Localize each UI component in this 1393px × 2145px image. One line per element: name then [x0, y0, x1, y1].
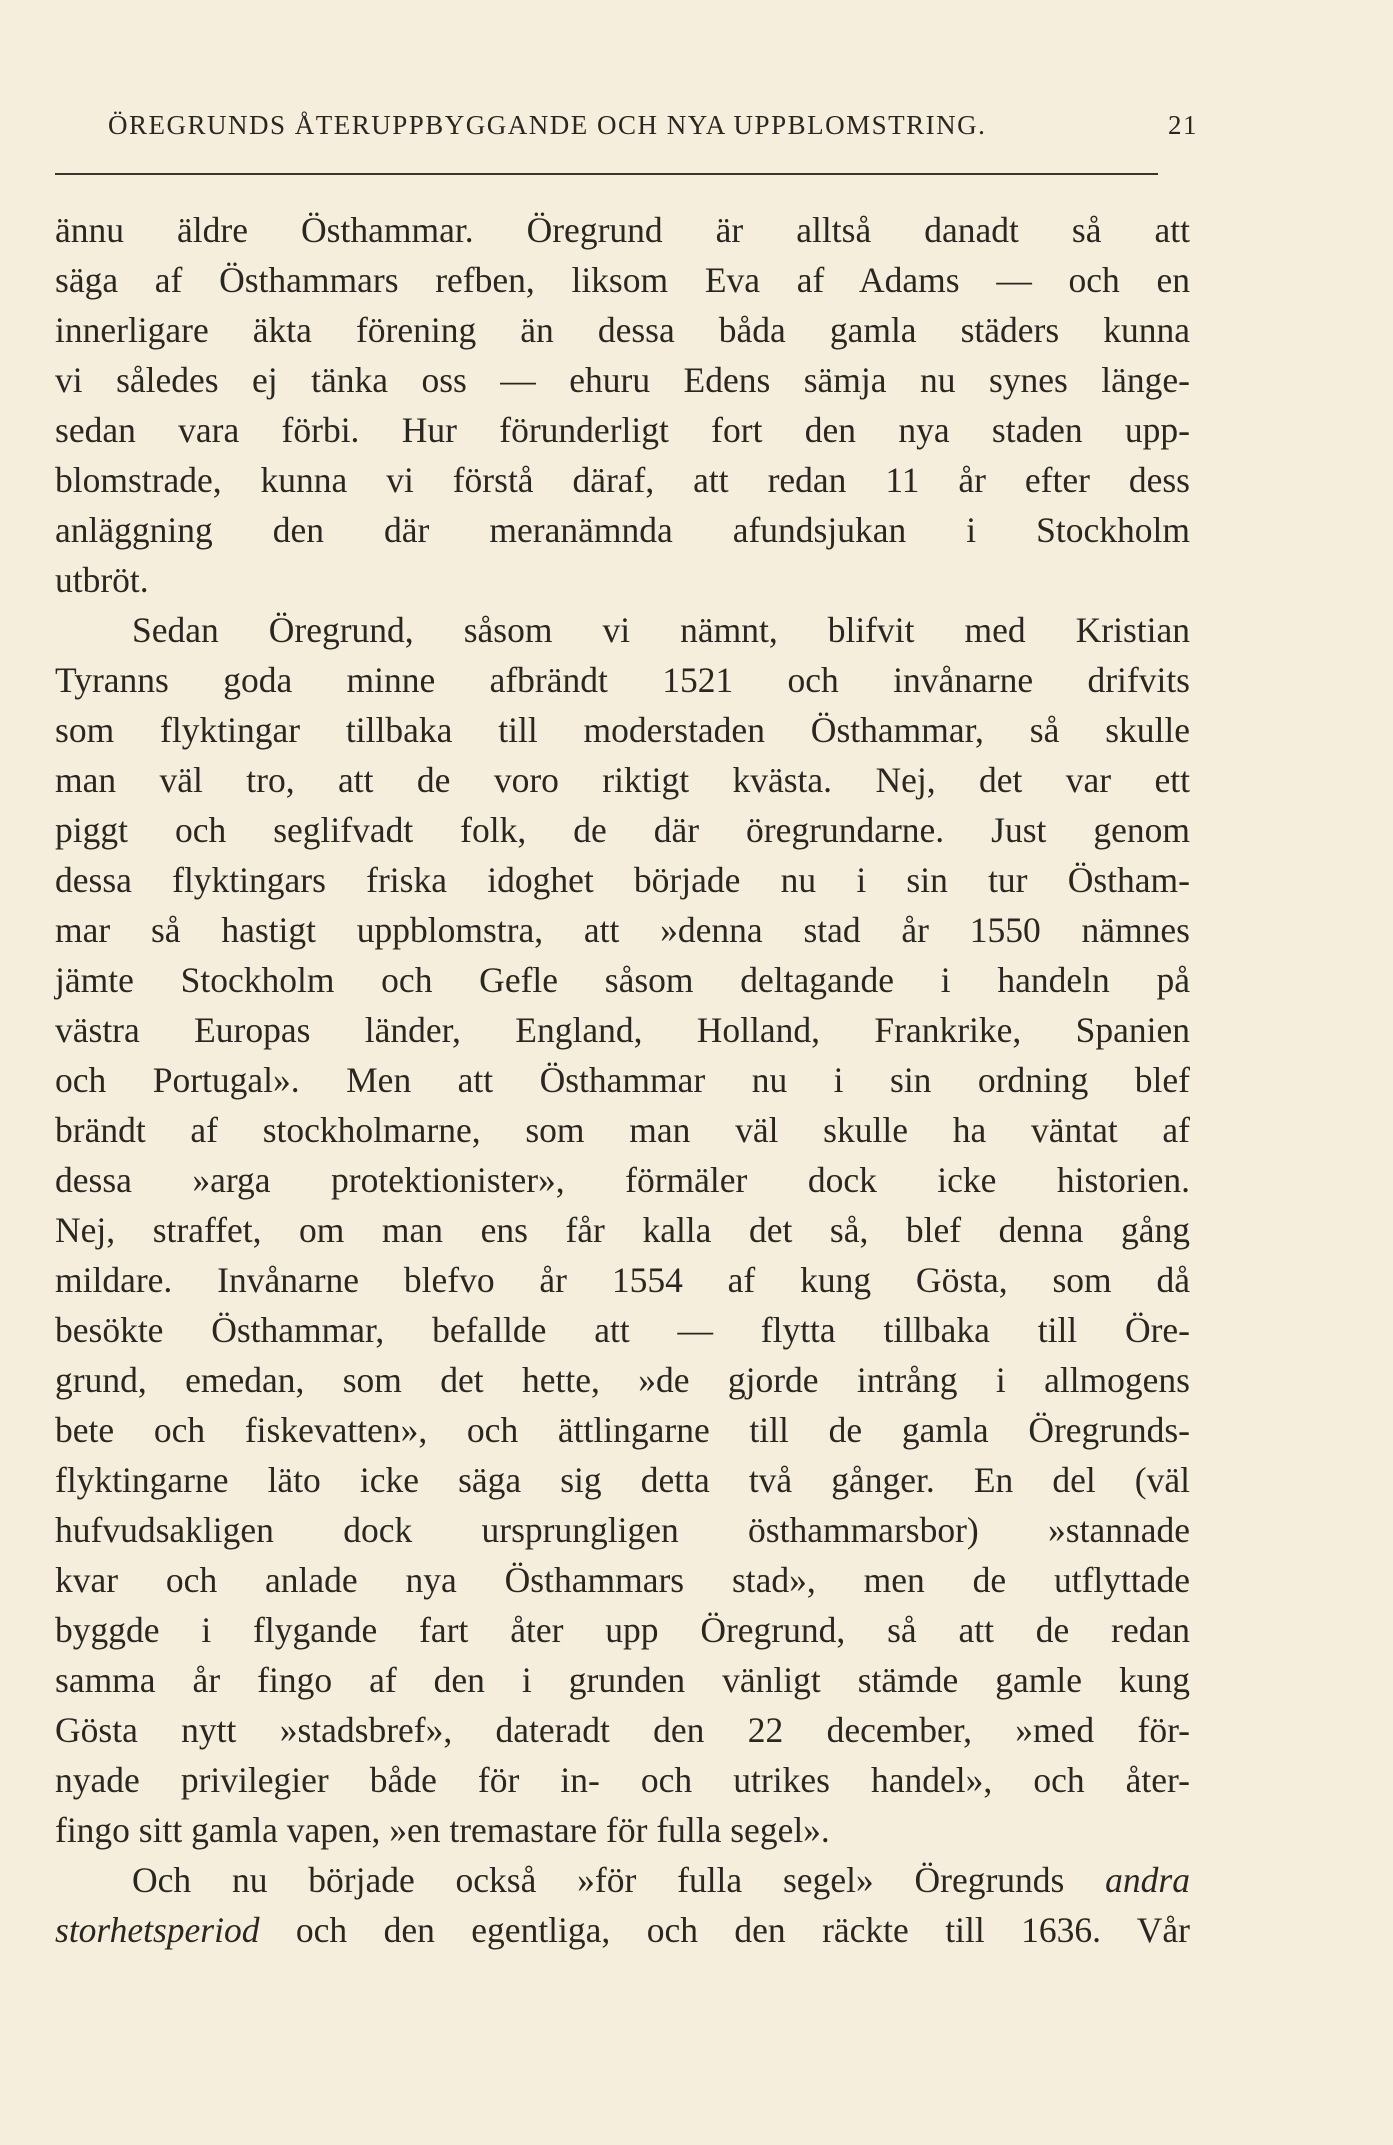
paragraph-start-line: Sedan Öregrund, såsom vi nämnt, blifvit med Kristian	[132, 610, 1190, 650]
line-text: och den egentliga, och den räckte till 1636. Vår	[295, 1910, 1190, 1950]
text-line: samma år fingo af den i grunden vänligt stämde gamle kung	[55, 1660, 1190, 1700]
text-line: jämte Stockholm och Gefle såsom deltagande i handeln på	[55, 960, 1190, 1000]
text-line: sedan vara förbi. Hur förunderligt fort den nya staden upp-	[55, 410, 1190, 450]
running-title: ÖREGRUNDS ÅTERUPPBYGGANDE OCH NYA UPPBLOMSTRING.	[108, 110, 987, 140]
text-line: fingo sitt gamla vapen, »en tremastare för fulla segel».	[55, 1810, 830, 1850]
text-line: ännu äldre Östhammar. Öregrund är alltså danadt så att	[55, 210, 1190, 250]
text-line: dessa »arga protektionister», förmäler dock icke historien.	[55, 1160, 1190, 1200]
text-line: byggde i flygande fart åter upp Öregrund, så att de redan	[55, 1610, 1190, 1650]
text-line: besökte Östhammar, befallde att — flytta tillbaka till Öre-	[55, 1310, 1190, 1350]
paragraph-start-line	[55, 1855, 1190, 1905]
text-line: Tyranns goda minne afbrändt 1521 och invånarne drifvits	[55, 660, 1190, 700]
text-line: mar så hastigt uppblomstra, att »denna stad år 1550 nämnes	[55, 910, 1190, 950]
text-line: anläggning den där meranämnda afundsjukan i Stockholm	[55, 510, 1190, 550]
text-line	[55, 1905, 1190, 1955]
line-text: Och nu började också »för fulla segel» Öregrunds	[132, 1860, 1065, 1900]
text-line: innerligare äkta förening än dessa båda gamla städers kunna	[55, 310, 1190, 350]
italic-text: storhetsperiod	[55, 1910, 260, 1950]
text-line: mildare. Invånarne blefvo år 1554 af kung Gösta, som då	[55, 1260, 1190, 1300]
text-line: och Portugal». Men att Östhammar nu i sin ordning blef	[55, 1060, 1190, 1100]
text-line: brändt af stockholmarne, som man väl skulle ha väntat af	[55, 1110, 1190, 1150]
header-rule	[55, 173, 1158, 175]
italic-text: andra	[1105, 1860, 1190, 1900]
text-line: nyade privilegier både för in- och utrikes handel», och åter-	[55, 1760, 1190, 1800]
text-line: vi således ej tänka oss — ehuru Edens sämja nu synes länge-	[55, 360, 1190, 400]
text-line: piggt och seglifvadt folk, de där öregrundarne. Just genom	[55, 810, 1190, 850]
text-line: utbröt.	[55, 560, 149, 600]
text-line: kvar och anlade nya Östhammars stad», men de utflyttade	[55, 1560, 1190, 1600]
text-line: man väl tro, att de voro riktigt kvästa. Nej, det var ett	[55, 760, 1190, 800]
text-line: som flyktingar tillbaka till moderstaden Östhammar, så skulle	[55, 710, 1190, 750]
page-number: 21	[1168, 110, 1198, 140]
text-line: säga af Östhammars refben, liksom Eva af Adams — och en	[55, 260, 1190, 300]
text-line: västra Europas länder, England, Holland, Frankrike, Spanien	[55, 1010, 1190, 1050]
text-line: dessa flyktingars friska idoghet började nu i sin tur Östham-	[55, 860, 1190, 900]
body-text	[55, 205, 1190, 1955]
text-line: Gösta nytt »stadsbref», dateradt den 22 december, »med för-	[55, 1710, 1190, 1750]
text-line: grund, emedan, som det hette, »de gjorde intrång i allmogens	[55, 1360, 1190, 1400]
text-line: bete och fiskevatten», och ättlingarne till de gamla Öregrunds-	[55, 1410, 1190, 1450]
text-line: Nej, straffet, om man ens får kalla det så, blef denna gång	[55, 1210, 1190, 1250]
text-line: blomstrade, kunna vi förstå däraf, att redan 11 år efter dess	[55, 460, 1190, 500]
text-line: hufvudsakligen dock ursprungligen östhammarsbor) »stannade	[55, 1510, 1190, 1550]
text-line: flyktingarne läto icke säga sig detta två gånger. En del (väl	[55, 1460, 1190, 1500]
